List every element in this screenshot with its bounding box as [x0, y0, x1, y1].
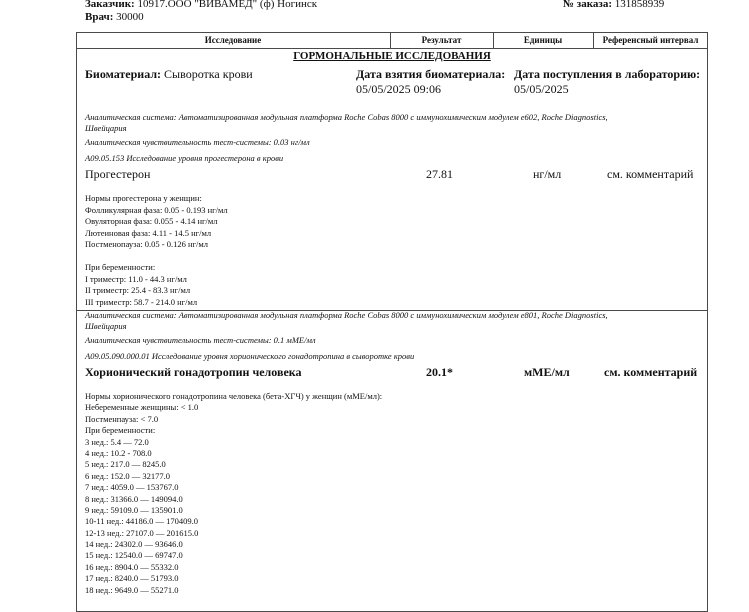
test-name: Хорионический гонадотропин человека [85, 365, 302, 379]
test-reference: см. комментарий [604, 365, 698, 379]
biomaterial [85, 67, 253, 82]
norm-line: При беременности: [85, 262, 156, 272]
analytical-system-cont: Швейцария [85, 123, 127, 133]
norm-line: 14 нед.: 24302.0 — 93646.0 [85, 539, 183, 550]
norm-line: 5 нед.: 217.0 — 8245.0 [85, 459, 166, 470]
test-units: мМЕ/мл [524, 365, 570, 379]
test-name: Прогестерон [85, 167, 151, 181]
sensitivity: Аналитическая чувствительность тест-системы: 0.1 мМЕ/мл [85, 335, 316, 345]
norm-line: II триместр: 25.4 - 83.3 нг/мл [85, 285, 191, 296]
col-header-result: Результат [421, 35, 462, 45]
sensitivity: Аналитическая чувствительность тест-системы: 0.03 нг/мл [85, 137, 310, 147]
test-units: нг/мл [533, 167, 562, 181]
biomaterial-value: Сыворотка крови [164, 67, 253, 81]
test-code: А09.05.090.000.01 Исследование уровня хорионического гонадотропина в сыворотке крови [85, 351, 415, 361]
lab-date-value: 05/05/2025 [514, 82, 569, 96]
norm-line: 10-11 нед.: 44186.0 — 170409.0 [85, 516, 199, 527]
doctor-value: 30000 [116, 11, 144, 23]
norm-line: I триместр: 11.0 - 44.3 нг/мл [85, 273, 187, 284]
norms-list [85, 193, 228, 251]
biomaterial-label: Биоматериал: [85, 67, 162, 81]
lab-date-label: Дата поступления в лабораторию: [514, 67, 701, 81]
norm-line: 12-13 нед.: 27107.0 — 201615.0 [85, 527, 199, 538]
customer-value: 10917.ООО "ВИВАМЕД" (ф) Ногинск [137, 0, 318, 10]
norms-list [85, 391, 382, 596]
order-label: № заказа: [563, 0, 612, 10]
pregnancy-norms-list [85, 262, 197, 308]
norm-line: 8 нед.: 31366.0 — 149094.0 [85, 493, 183, 504]
norm-line: 17 нед.: 8240.0 — 51793.0 [85, 573, 179, 584]
sample-date-value: 05/05/2025 09:06 [356, 82, 442, 96]
norm-line: При беременности: [85, 425, 156, 436]
norm-line: Постменопауза: 0.05 - 0.126 нг/мл [85, 239, 209, 250]
order-value: 131858939 [614, 0, 665, 10]
norm-line: 15 нед.: 12540.0 — 69747.0 [85, 550, 183, 561]
doctor-label: Врач: [85, 11, 114, 23]
sample-date-label: Дата взятия биоматериала: [356, 67, 506, 81]
norm-line: 7 нед.: 4059.0 — 153767.0 [85, 482, 179, 493]
header-divider [76, 48, 708, 49]
section-title: ГОРМОНАЛЬНЫЕ ИССЛЕДОВАНИЯ [293, 50, 491, 62]
customer-line [85, 0, 317, 10]
customer-label: Заказчик: [85, 0, 135, 10]
norm-line: Нормы хорионического гонадотропина человека (бета-ХГЧ) у женщин (мМЕ/мл): [85, 391, 383, 401]
norm-line: 4 нед.: 10.2 - 708.0 [85, 447, 152, 458]
norm-line: Фолликулярная фаза: 0.05 - 0.193 нг/мл [85, 204, 228, 215]
analytical-system-cont: Швейцария [85, 321, 127, 331]
analytical-system: Аналитическая система: Автоматизированная модульная платформа Roche Cobas 8000 с иммунохимическим модулем e801, Roche Diagnostics, [85, 310, 608, 320]
norm-line: Овуляторная фаза: 0.055 - 4.14 нг/мл [85, 216, 218, 227]
test-code: А09.05.153 Исследование уровня прогестерона в крови [85, 153, 284, 163]
analytical-system: Аналитическая система: Автоматизированная модульная платформа Roche Cobas 8000 с иммунохимическим модулем e602, Roche Diagnostics, [85, 112, 608, 122]
test-result: 27.81 [426, 167, 453, 181]
norm-line: Небеременные женщины: < 1.0 [85, 402, 199, 413]
norm-line: 6 нед.: 152.0 — 32177.0 [85, 470, 171, 481]
norm-line: 9 нед.: 59109.0 — 135901.0 [85, 504, 183, 515]
norm-line: Постменпауза: < 7.0 [85, 413, 159, 424]
norm-line: Лютеиновая фаза: 4.11 - 14.5 нг/мл [85, 227, 212, 238]
norm-line: Нормы прогестерона у женщин: [85, 193, 202, 203]
norm-line: 18 нед.: 9649.0 — 55271.0 [85, 584, 179, 595]
norm-line: III триместр: 58.7 - 214.0 нг/мл [85, 296, 198, 307]
norm-line: 16 нед.: 8904.0 — 55332.0 [85, 561, 179, 572]
order-number [563, 0, 664, 10]
test-result: 20.1* [426, 365, 453, 379]
norm-line: 3 нед.: 5.4 — 72.0 [85, 436, 149, 447]
col-header-reference: Референсный интервал [602, 35, 699, 45]
doctor-line [85, 11, 144, 23]
col-header-test: Исследование [204, 35, 262, 45]
col-header-units: Единицы [523, 35, 563, 45]
test-reference: см. комментарий [607, 167, 694, 181]
